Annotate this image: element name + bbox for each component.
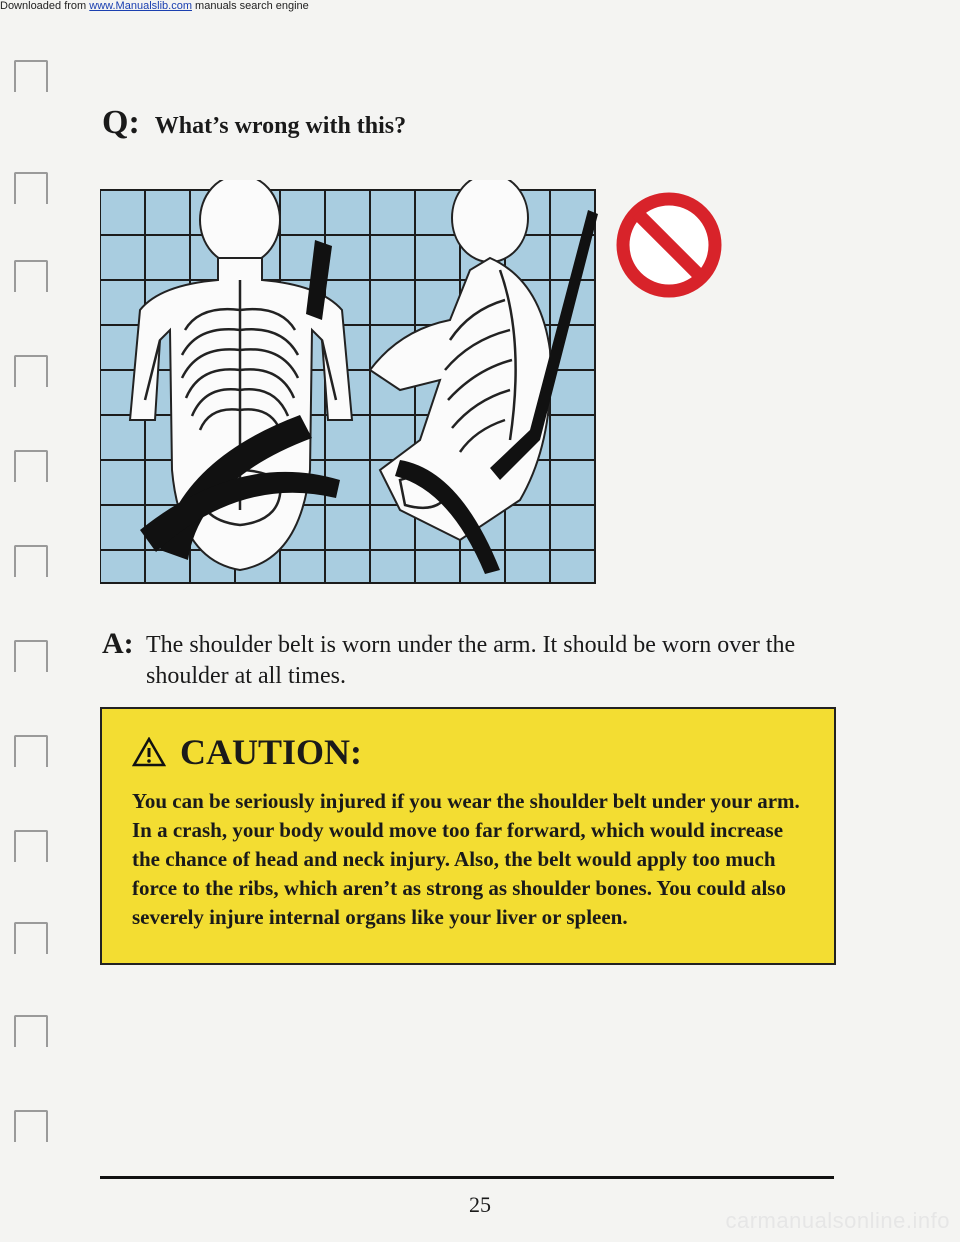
binder-hole <box>14 172 48 204</box>
binder-hole <box>14 1015 48 1047</box>
caution-heading <box>132 731 362 773</box>
binder-hole <box>14 355 48 387</box>
binder-hole <box>14 450 48 482</box>
caution-text: You can be seriously injured if you wear the shoulder belt under your arm. In a crash, your body would move too far forward, which would increase the chance of head and neck injury. Also, the belt would apply too much force to the ribs, which aren’t as strong as shoulder bones. You could also severely injure internal organs like your liver or spleen. <box>132 789 800 929</box>
binder-hole <box>14 640 48 672</box>
caution-box <box>100 707 836 965</box>
answer-text: The shoulder belt is worn under the arm. It should be worn over the shoulder at all times. <box>146 632 796 689</box>
question-marker: Q: <box>102 104 140 141</box>
question-heading <box>102 104 406 142</box>
warning-triangle-icon <box>132 737 166 767</box>
answer-marker: A: <box>102 627 134 660</box>
manualslib-link[interactable]: www.Manualslib.com <box>89 0 192 12</box>
binder-hole <box>14 545 48 577</box>
binder-hole <box>14 922 48 954</box>
answer-paragraph <box>102 627 832 692</box>
page-number: 25 <box>469 1192 491 1217</box>
footer-brand: carmanualsonline.info <box>725 1208 950 1233</box>
binder-hole <box>14 60 48 92</box>
binder-hole <box>14 1110 48 1142</box>
binder-hole <box>14 260 48 292</box>
prohibited-icon <box>614 190 724 300</box>
seatbelt-illustration <box>100 180 600 585</box>
footer-rule <box>100 1176 834 1179</box>
source-suffix: manuals search engine <box>195 0 309 12</box>
binder-hole <box>14 830 48 862</box>
source-prefix: Downloaded from <box>0 0 87 12</box>
download-source-note <box>0 0 960 14</box>
caution-title: CAUTION: <box>180 732 363 772</box>
binder-hole <box>14 735 48 767</box>
question-text: What’s wrong with this? <box>154 113 407 139</box>
